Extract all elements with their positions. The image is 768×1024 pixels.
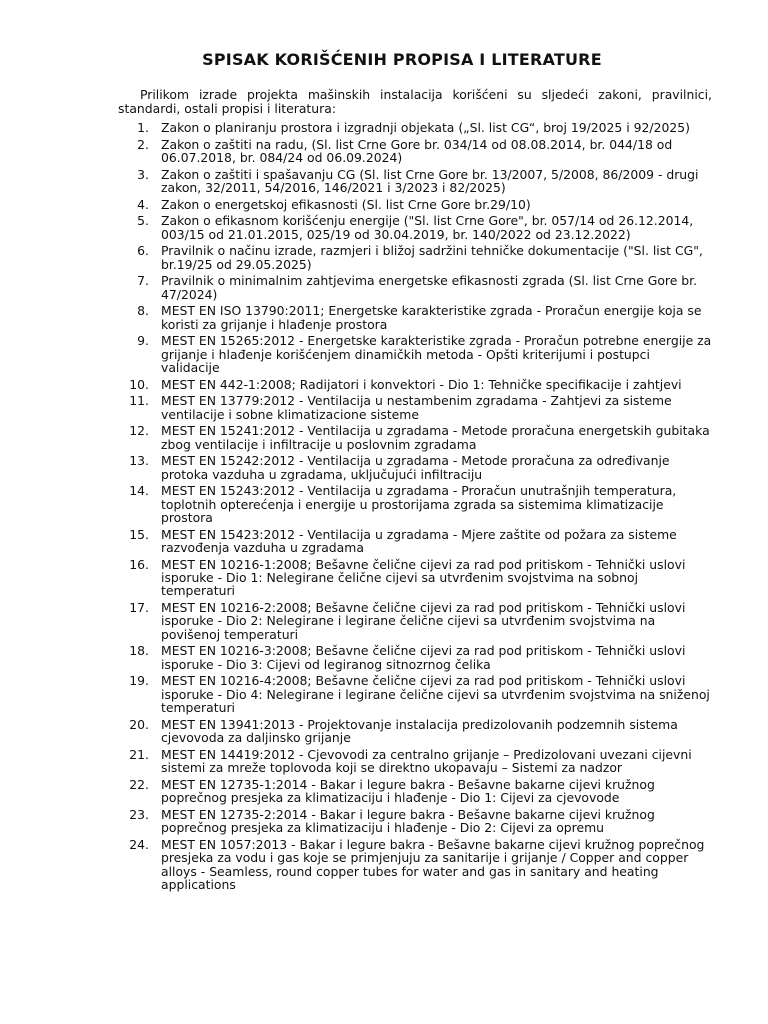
reference-item [118, 304, 712, 331]
reference-text: MEST EN 15242:2012 - Ventilacija u zgradama - Metode proračuna za određivanje protoka vazduha u zgradama, uključujući infiltraciju [161, 453, 670, 482]
reference-item [118, 244, 712, 271]
reference-item [118, 334, 712, 374]
reference-item [118, 674, 712, 714]
reference-text: MEST EN 442-1:2008; Radijatori i konvektori - Dio 1: Tehničke specifikacije i zahtjevi [161, 376, 682, 392]
reference-text: MEST EN 12735-1:2014 - Bakar i legure bakra - Bešavne bakarne cijevi kružnog poprečnog presjeka za klimatizaciju i hlađenje - Dio 1: Cijevi za cjevovode [161, 776, 655, 806]
reference-text: Zakon o zaštiti na radu, (Sl. list Crne Gore br. 034/14 od 08.08.2014, br. 044/18 od 06.07.2018, br. 084/24 od 06.09.2024) [161, 136, 673, 165]
reference-text: Zakon o energetskoj efikasnosti (Sl. list Crne Gore br.29/10) [161, 196, 531, 212]
reference-text: Zakon o zaštiti i spašavanju CG (Sl. list Crne Gore br. 13/2007, 5/2008, 86/2009 - drugi zakon, 32/2011, 54/2016, 146/2021 i 3/2023 i 82/2025) [161, 166, 699, 195]
reference-text: MEST EN 14419:2012 - Cjevovodi za centralno grijanje – Predizolovani uvezani cijevni sistemi za mreže toplovoda koji se direktno ukopavaju – Sistemi za nadzor [161, 746, 692, 776]
reference-text: MEST EN 10216-1:2008; Bešavne čelične cijevi za rad pod pritiskom - Tehnički uslovi isporuke - Dio 1: Nelegirane čelične cijevi sa utvrđenim svojstvima na sobnoj temperaturi [161, 556, 686, 599]
reference-number: 22. [129, 776, 149, 792]
reference-list [118, 121, 712, 895]
reference-number: 20. [129, 716, 149, 732]
reference-number: 8. [137, 303, 149, 319]
reference-item [118, 558, 712, 598]
reference-number: 2. [137, 136, 149, 152]
reference-item [118, 718, 712, 745]
reference-item [118, 748, 712, 775]
reference-text: MEST EN 10216-4:2008; Bešavne čelične cijevi za rad pod pritiskom - Tehnički uslovi isporuke - Dio 4: Nelegirane i legirane čelične cijevi sa utvrđenim svojstvima na sniženoj temperaturi [161, 673, 710, 716]
reference-text: MEST EN 15241:2012 - Ventilacija u zgradama - Metode proračuna energetskih gubitaka zbog ventilacije i infiltracije u poslovnim zgradama [161, 423, 710, 452]
reference-text: MEST EN 12735-2:2014 - Bakar i legure bakra - Bešavne bakarne cijevi kružnog poprečnog presjeka za klimatizaciju i hlađenje - Dio 2: Cijevi za opremu [161, 806, 655, 836]
reference-text: Zakon o planiranju prostora i izgradnji objekata („Sl. list CG“, broj 19/2025 i 92/2025) [161, 120, 690, 135]
reference-text: MEST EN 15243:2012 - Ventilacija u zgradama - Proračun unutrašnjih temperatura, toplotnih opterećenja i energije u prostorijama zgrada sa sistemima klimatizacije prostora [161, 483, 677, 525]
reference-number: 18. [129, 643, 149, 659]
reference-text: MEST EN 10216-2:2008; Bešavne čelične cijevi za rad pod pritiskom - Tehnički uslovi isporuke - Dio 2: Nelegirane i legirane čelične cijevi sa utvrđenim svojstvima na povišenoj temperaturi [161, 600, 686, 642]
reference-item [118, 214, 712, 241]
reference-text: MEST EN ISO 13790:2011; Energetske karakteristike zgrada - Proračun energije koja se koristi za grijanje i hlađenje prostora [161, 303, 702, 332]
reference-number: 7. [137, 273, 149, 289]
reference-number: 19. [129, 673, 149, 689]
reference-text: Pravilnik o minimalnim zahtjevima energetske efikasnosti zgrada (Sl. list Crne Gore br. 47/2024) [161, 273, 698, 302]
reference-text: Zakon o efikasnom korišćenju energije ("Sl. list Crne Gore", br. 057/14 od 26.12.2014, 003/15 od 21.01.2015, 025/19 od 30.04.2019, br. 140/2022 od 23.12.2022) [161, 213, 694, 242]
reference-item [118, 838, 712, 892]
reference-item [118, 778, 712, 805]
reference-item [118, 424, 712, 451]
reference-item [118, 394, 712, 421]
reference-item [118, 138, 712, 165]
reference-number: 21. [129, 746, 149, 762]
page-title: SPISAK KORIŠĆENIH PROPISA I LITERATURE [202, 50, 602, 69]
reference-item [118, 484, 712, 524]
reference-text: MEST EN 13941:2013 - Projektovanje instalacija predizolovanih podzemnih sistema cjevovoda za daljinsko grijanje [161, 716, 678, 746]
intro-paragraph: Prilikom izrade projekta mašinskih instalacija korišćeni su sljedeći zakoni, pravilnici, standardi, ostali propisi i literatura: [118, 87, 712, 117]
reference-number: 24. [129, 836, 149, 852]
reference-number: 12. [129, 423, 149, 439]
reference-number: 17. [129, 600, 149, 615]
reference-number: 10. [129, 376, 149, 392]
reference-item [118, 121, 712, 134]
reference-item [118, 528, 712, 555]
reference-number: 23. [129, 806, 149, 822]
reference-item [118, 378, 712, 391]
reference-text: MEST EN 15423:2012 - Ventilacija u zgradama - Mjere zaštite od požara za sisteme razvođenja vazduha u zgradama [161, 526, 677, 555]
reference-item [118, 601, 712, 641]
reference-item [118, 198, 712, 211]
reference-number: 15. [129, 526, 149, 542]
reference-item [118, 644, 712, 671]
reference-number: 3. [137, 166, 149, 182]
reference-number: 4. [137, 196, 149, 212]
reference-item [118, 274, 712, 301]
reference-number: 5. [137, 213, 149, 229]
reference-number: 13. [129, 453, 149, 469]
reference-number: 16. [129, 556, 149, 572]
reference-item [118, 168, 712, 195]
reference-text: MEST EN 10216-3:2008; Bešavne čelične cijevi za rad pod pritiskom - Tehnički uslovi isporuke - Dio 3: Cijevi od legiranog sitnozrnog čelika [161, 643, 686, 672]
reference-text: MEST EN 1057:2013 - Bakar i legure bakra - Bešavne bakarne cijevi kružnog poprečnog presjeka za vodu i gas koje se primjenjuju za sanitarije i grijanje / Copper and copper alloys - Seamless, round copper tubes for water and gas in sanitary and heating applications [161, 836, 705, 893]
reference-number: 9. [137, 333, 149, 349]
reference-number: 1. [137, 120, 149, 135]
reference-item [118, 454, 712, 481]
reference-text: Pravilnik o načinu izrade, razmjeri i bližoj sadržini tehničke dokumentacije ("Sl. list CG", br.19/25 od 29.05.2025) [161, 243, 703, 272]
reference-number: 14. [129, 483, 149, 499]
reference-item [118, 808, 712, 835]
reference-number: 6. [137, 243, 149, 259]
reference-text: MEST EN 13779:2012 - Ventilacija u nestambenim zgradama - Zahtjevi za sisteme ventilacije i sobne klimatizacione sisteme [161, 393, 672, 422]
reference-number: 11. [129, 393, 149, 409]
reference-text: MEST EN 15265:2012 - Energetske karakteristike zgrada - Proračun potrebne energije za grijanje i hlađenje korišćenjem dinamičkih metoda - Opšti kriterijumi i postupci validacije [161, 333, 712, 375]
